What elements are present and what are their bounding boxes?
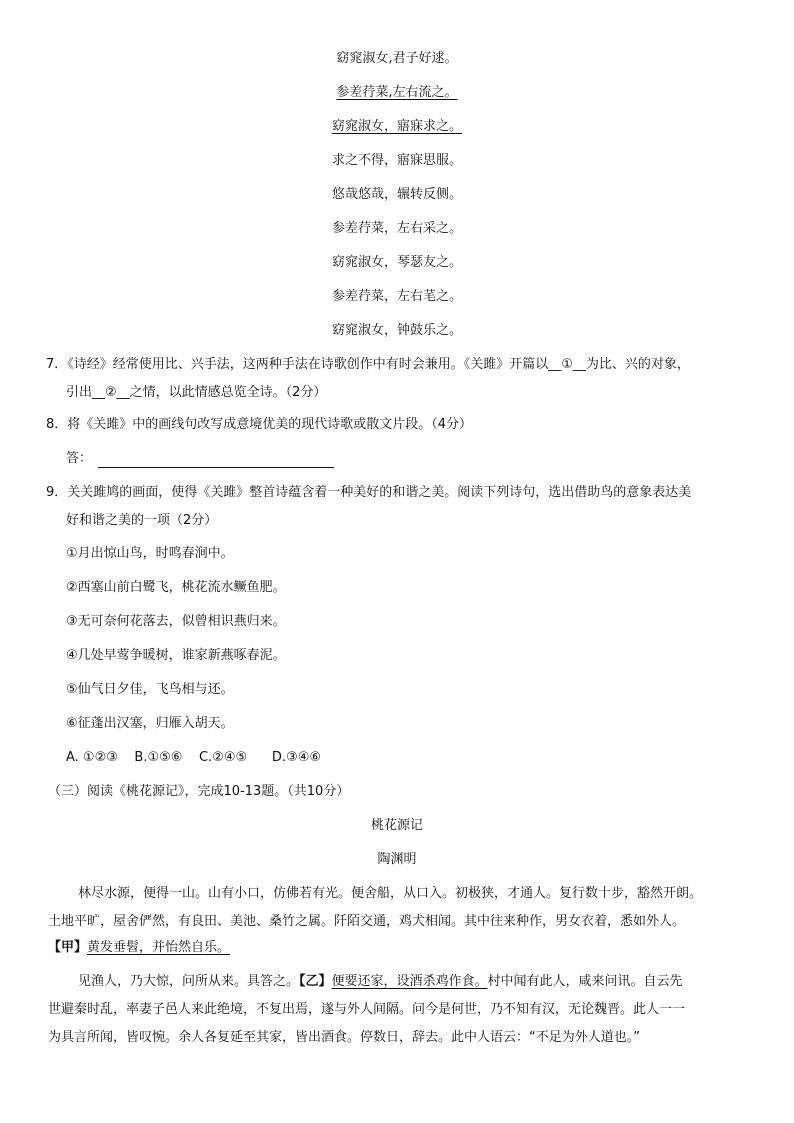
underlined-poem-line: 参差荇菜,左右流之。 [336, 85, 458, 100]
passage-line: 世避秦时乱，率妻子邑人来此绝境，不复出焉，遂与外人间隔。问今是何世，乃不知有汉，无论魏晋。此人一一 [48, 1002, 686, 1017]
passage-line [78, 973, 683, 991]
passage-line [48, 939, 230, 957]
question-9-line-2: 好和谐之美的一项（2分） [66, 513, 218, 528]
answer-options: A. ①②③ B.①⑤⑥ C.②④⑤ D.③④⑥ [66, 750, 322, 765]
passage-author: 陶渊明 [377, 852, 417, 867]
jia-marker: 【甲】 [48, 940, 88, 955]
section-heading: （三）阅读《桃花源记》，完成10-13题。（共10分） [48, 784, 350, 799]
question-7-line-2: 引出__②__之情，以此情感总览全诗。（2分） [66, 385, 327, 400]
poem-line: 窈窕淑女,君子好逑。 [336, 51, 458, 66]
underlined-sentence-jia: 黄发垂髫，并怡然自乐。 [87, 940, 231, 955]
answer-row [66, 450, 334, 468]
poem-line: 参差荇菜，左右采之。 [331, 221, 462, 236]
choice-item: ④几处早莺争暖树，谁家新燕啄春泥。 [66, 648, 286, 663]
poem-line [0, 118, 794, 136]
question-7-line-1: 7．《诗经》经常使用比、兴手法，这两种手法在诗歌创作中有时会兼用。《关雎》开篇以__①__为比、兴的对象， [46, 357, 690, 372]
choice-item: ②西塞山前白鹭飞，桃花流水鳜鱼肥。 [66, 580, 286, 595]
poem-line: 窈窕淑女，琴瑟友之。 [331, 255, 462, 270]
answer-blank[interactable] [98, 453, 334, 468]
choice-item: ⑤仙气日夕佳，飞鸟相与还。 [66, 682, 234, 697]
answer-label: 答： [66, 451, 93, 466]
poem-line: 窈窕淑女，钟鼓乐之。 [331, 323, 462, 338]
choice-item: ⑥征蓬出汉塞，归雁入胡天。 [66, 716, 234, 731]
poem-line: 悠哉悠哉，辗转反侧。 [331, 187, 462, 202]
passage-title: 桃花源记 [370, 818, 423, 833]
question-9-line-1: 9．关关雎鸠的画面，使得《关雎》整首诗蕴含着一种美好的和谐之美。阅读下列诗句，选出借助鸟的意象表达美 [46, 485, 692, 500]
question-8: 8．将《关雎》中的画线句改写成意境优美的现代诗歌或散文片段。（4分） [46, 417, 473, 432]
passage-line: 为具言所闻，皆叹惋。余人各复延至其家，皆出酒食。停数日，辞去。此中人语云：“不足为外人道也。” [48, 1030, 640, 1045]
passage-text: 村中闻有此人，咸来问讯。自云先 [487, 974, 683, 989]
poem-line: 参差荇菜，左右芼之。 [331, 289, 462, 304]
passage-line: 林尽水源，便得一山。山有小口，仿佛若有光。便舍船，从口入。初极狭，才通人。复行数十步，豁然开朗。 [78, 886, 703, 901]
choice-item: ①月出惊山鸟，时鸣春涧中。 [66, 546, 234, 561]
yi-marker: 【乙】 [299, 974, 332, 989]
underlined-sentence-yi: 便要还家，设酒杀鸡作食。 [331, 974, 488, 989]
choice-item: ③无可奈何花落去，似曾相识燕归来。 [66, 614, 286, 629]
passage-text: 见渔人，乃大惊，问所从来。具答之。 [78, 974, 300, 989]
poem-line [0, 84, 794, 102]
underlined-poem-line: 窈窕淑女，寤寐求之。 [331, 119, 462, 134]
poem-line: 求之不得，寤寐思服。 [331, 153, 462, 168]
passage-line: 土地平旷，屋舍俨然，有良田、美池、桑竹之属。阡陌交通，鸡犬相闻。其中往来种作，男女衣着，悉如外人。 [48, 914, 686, 929]
